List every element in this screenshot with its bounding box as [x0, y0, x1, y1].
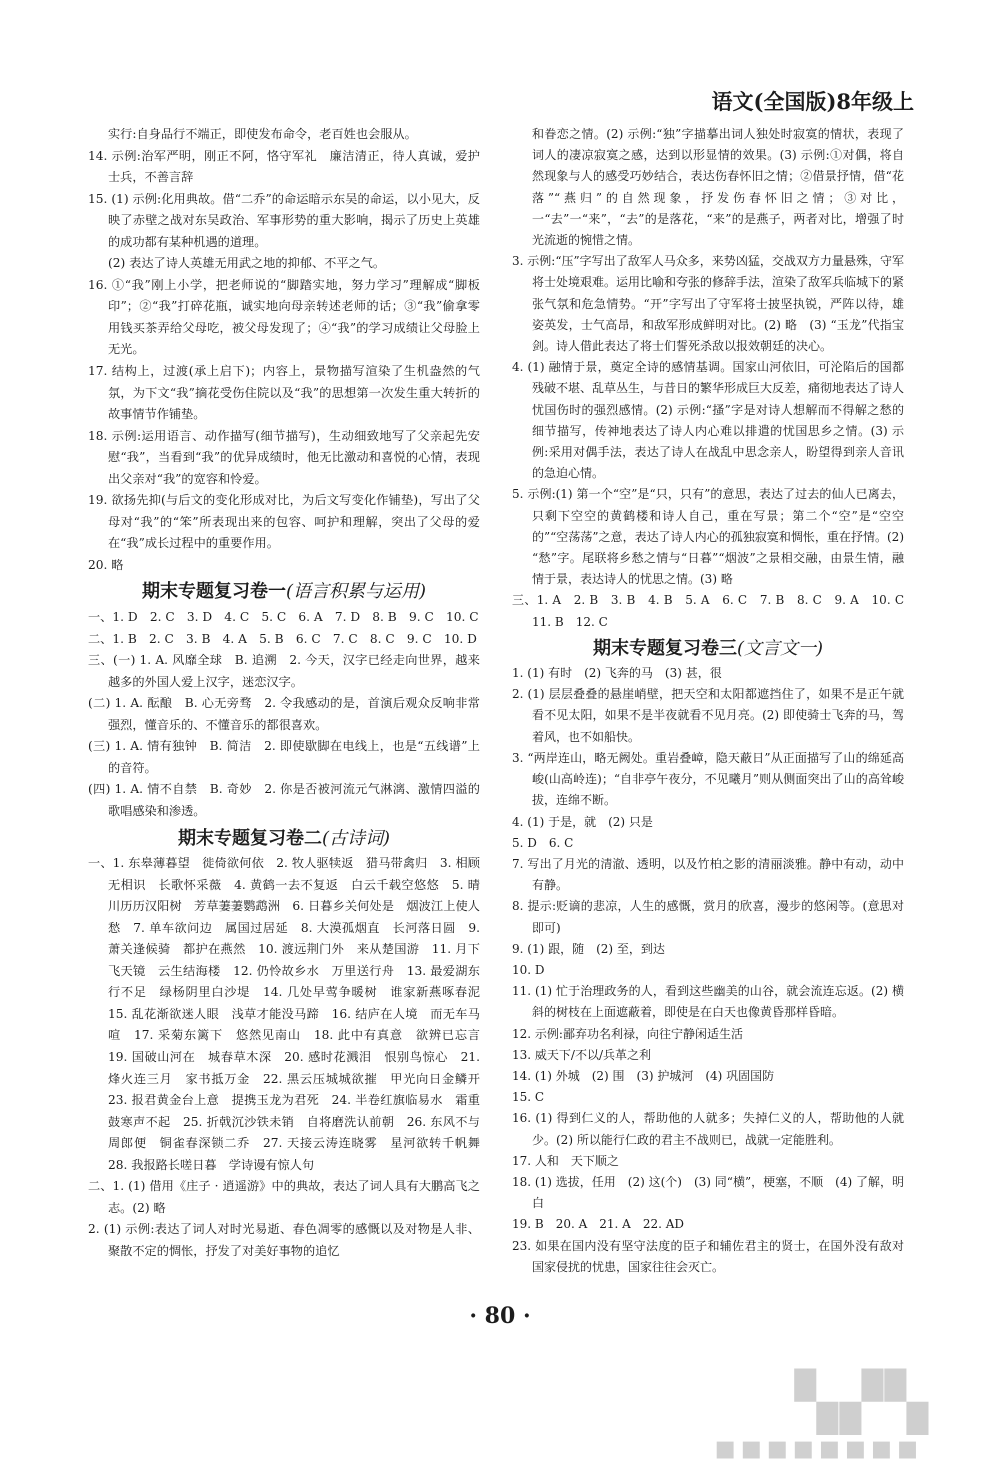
answer-item: 16. ①“我”刚上小学，把老师说的“脚踏实地，努力学习”理解成“脚板印”；②“我”打碎花瓶，诚实地向母亲转述老师的话；③“我”偷拿零用钱买茶弄给父母吃，被父母发现了；④“我”的学习成绩让父母脸上无光。: [88, 277, 480, 357]
answer-item: 一、1. 东皋薄暮望 徙倚欲何依 2. 牧人驱犊返 猎马带禽归 3. 相顾无相识 长歌怀采薇 4. 黄鹤一去不复返 白云千载空悠悠 5. 晴川历历汉阳树 芳草萋萋鹦鹉洲 6. 日暮乡关何处是 烟波江上使人愁 7. 单车欲问边 属国过居延 8. 大漠孤烟直 长河落日圆 9. 萧关逢候骑 都护在燕然 10. 渡远荆门外 来从楚国游 11. 月下飞天镜 云生结海楼 12. 仍怜故乡水 万里送行舟 13. 最爱湖东行不足 绿杨阴里白沙堤 14. 几处早莺争暖树 谁家新燕啄春泥 15. 乱花渐欲迷人眼 浅草才能没马蹄 16. 结庐在人境 而无车马喧 17. 采菊东篱下 悠然见南山 18. 此中有真意 欲辨已忘言 19. 国破山河在 城春草木深 20. 感时花溅泪 恨别鸟惊心 21. 烽火连三月 家书抵万金 22. 黑云压城城欲摧 甲光向日金鳞开 23. 报君黄金台上意 提携玉龙为君死 24. 半卷红旗临易水 霜重鼓寒声不起 25. 折戟沉沙铁未销 自将磨洗认前朝 26. 东风不与周郎便 铜雀春深锁二乔 27. 天接云涛连晓雾 星河欲转千帆舞 28. 我报路长嗟日暮 学诗谩有惊人句: [88, 856, 493, 1172]
answer-item: 5. D 6. C: [512, 835, 574, 850]
answer-item: 二、1. B 2. C 3. B 4. A 5. B 6. C 7. C 8. C 9. C 10. D: [88, 631, 477, 646]
answer-item: 三、(一) 1. A. 风靡全球 B. 追溯 2. 今天，汉字已经走向世界，越来越多的外国人爱上汉字，迷恋汉字。: [88, 653, 480, 689]
answer-item: 15. C: [512, 1090, 545, 1105]
answer-item: 13. 威天下/不以/兵革之利: [512, 1047, 651, 1062]
section-title: [88, 828, 480, 850]
left-column: [88, 124, 493, 1262]
answer-item: (四) 1. A. 情不自禁 B. 奇妙 2. 你是否被河流元气淋漓、激情四溢的歌唱感染和渗透。: [88, 782, 480, 818]
section-title-text: 期末专题复习卷一: [141, 581, 286, 603]
answer-item: 2. (1) 示例:表达了词人对时光易逝、春色凋零的感慨以及对物是人非、聚散不定的惆怅，抒发了对美好事物的追忆: [88, 1222, 480, 1258]
answer-item: 和眷恋之情。(2) 示例:“独”字描摹出词人独处时寂寞的情状，表现了词人的凄凉寂寞之感，达到以形显情的效果。(3) 示例:①对偶，将自然现象与人的感受巧妙结合，表达伤春怀旧之情；②借景抒情，借“花落”“燕归”的自然现象，抒发伤春怀旧之情；③对比，一“去”一“来”，“去”的是落花，“来”的是燕子，两者对比，增强了时光流逝的惋惜之情。: [532, 127, 904, 248]
answer-item: 15. (1) 示例:化用典故。借“二乔”的命运暗示东吴的命运，以小见大，反映了赤壁之战对东吴政治、军事形势的重大影响，揭示了历史上英雄的成功都有某种机遇的道理。: [88, 191, 480, 249]
section-title-sub: (文言文一): [736, 637, 824, 659]
answer-item: 8. 提示:贬谪的悲凉，人生的感慨，赏月的欣喜，漫步的悠闲等。(意思对即可): [512, 899, 904, 935]
answer-item: 一、1. D 2. C 3. D 4. C 5. C 6. A 7. D 8. B 9. C 10. C: [88, 610, 479, 625]
answer-item: 3. “两岸连山，略无阙处。重岩叠嶂，隐天蔽日”从正面描写了山的绵延高峻(山高岭连)；“自非亭午夜分，不见曦月”则从侧面突出了山的高耸峻拔，连绵不断。: [512, 750, 904, 808]
answer-item: 20. 略: [88, 557, 124, 572]
answer-item: 三、1. A 2. B 3. B 4. B 5. A 6. C 7. B 8. C 9. A 10. C 11. B 12. C: [512, 593, 917, 629]
page-number: · 80 ·: [469, 1303, 531, 1329]
watermark-url: ▪▪▪▪▪▪▪▪: [713, 1428, 922, 1468]
answer-item: 16. (1) 得到仁义的人，帮助他的人就多；失掉仁义的人，帮助他的人就少。(2) 所以能行仁政的君主不战则已，战就一定能胜利。: [512, 1111, 904, 1147]
section-title-sub: (语言积累与运用): [285, 581, 427, 603]
answer-item: 18. 示例:运用语言、动作描写(细节描写)，生动细致地写了父亲起先安慰“我”，当看到“我”的优异成绩时，他无比激动和喜悦的心情，表现出父亲对“我”的宽容和怜爱。: [88, 428, 480, 486]
answer-item: 18. (1) 选拔，任用 (2) 这(个) (3) 同“横”，梗塞，不顺 (4) 了解，明白: [512, 1174, 904, 1211]
answer-item: (三) 1. A. 情有独钟 B. 简洁 2. 即使歇脚在电线上，也是“五线谱”上的音符。: [88, 739, 480, 775]
answer-item: 4. (1) 融情于景，奠定全诗的感情基调。国家山河依旧，可沦陷后的国都残破不堪、乱草丛生，与昔日的繁华形成巨大反差，痛彻地表达了诗人忧国伤时的强烈感情。(2) 示例:“搔”字是对诗人想解而不得解之愁的细节描写，传神地表达了诗人内心难以排遣的忧国思乡之情。(3) 示例:采用对偶手法，表达了诗人在战乱中思念亲人，盼望得到亲人音讯的急迫心情。: [512, 360, 905, 481]
answer-item: 9. (1) 跟，随 (2) 至，到达: [512, 941, 665, 956]
answer-item: 3. 示例:“压”字写出了敌军人马众多，来势凶猛，交战双方力量悬殊，守军将士处境艰难。运用比喻和夸张的修辞手法，渲染了敌军兵临城下的紧张气氛和危急情势。“开”字写出了守军将士披坚执锐，严阵以待，雄姿英发，士气高昂，和敌军形成鲜明对比。(2) 略 (3) “玉龙”代指宝剑。诗人借此表达了将士们誓死杀敌以报效朝廷的决心。: [512, 254, 905, 354]
section-title-text: 期末专题复习卷二: [177, 827, 322, 849]
answer-item: 1. (1) 有时 (2) 飞奔的马 (3) 甚，很: [512, 666, 722, 681]
answer-item: 7. 写出了月光的清澈、透明，以及竹柏之影的清丽淡雅。静中有动，动中有静。: [512, 856, 904, 893]
answer-item: 二、1. (1) 借用《庄子 · 逍遥游》中的典故，表达了词人具有大鹏高飞之志。(2) 略: [88, 1179, 480, 1215]
watermark-logo: ▚▞▚: [794, 1370, 930, 1435]
answer-item: 2. (1) 层层叠叠的悬崖峭壁，把天空和太阳都遮挡住了，如果不是正午就看不见太阳，如果不是半夜就看不见月亮。(2) 即使骑士飞奔的马，驾着风，也不如船快。: [512, 687, 904, 744]
answer-item: 14. 示例:治军严明，刚正不阿，恪守军礼 廉洁清正，待人真诚，爱护士兵，不善言辞: [88, 148, 480, 185]
page-header: 语文(全国版)8年级上: [711, 89, 914, 114]
answer-item: 12. 示例:鄙弃功名利禄，向往宁静闲适生活: [512, 1026, 743, 1041]
answer-item: 10. D: [512, 962, 545, 977]
answer-item: 23. 如果在国内没有坚守法度的臣子和辅佐君主的贤士，在国外没有敌对国家侵扰的忧患，国家往往会灭亡。: [512, 1238, 904, 1274]
answer-item: 17. 结构上，过渡(承上启下)；内容上，景物描写渲染了生机盎然的气氛，为下文“我”摘花受伤住院以及“我”的思想第一次发生重大转折的故事情节作铺垫。: [88, 364, 480, 422]
answer-item: 14. (1) 外城 (2) 围 (3) 护城河 (4) 巩固国防: [512, 1068, 775, 1083]
section-title: [88, 581, 480, 603]
answer-item: 4. (1) 于是，就 (2) 只是: [512, 814, 653, 829]
answer-item: (二) 1. A. 酝酿 B. 心无旁骛 2. 令我感动的是，首演后观众反响非常强烈，懂音乐的、不懂音乐的都很喜欢。: [88, 696, 480, 732]
answer-item: 5. 示例:(1) 第一个“空”是“只，只有”的意思，表达了过去的仙人已离去，只剩下空空的黄鹤楼和诗人自己，重在写景；第二个“空”是“空空的”“空荡荡”之意，表达了诗人内心的孤独寂寞和惆怅，重在抒情。(2) “愁”字。尾联将乡愁之情与“日暮”“烟波”之景相交融，由景生情，融情于景，表达诗人的忧思之情。(3) 略: [512, 487, 904, 587]
answer-item: 11. (1) 忙于治理政务的人，看到这些幽美的山谷，就会流连忘返。(2) 横斜的树枝在上面遮蔽着，即使是在白天也像黄昏那样昏暗。: [512, 984, 904, 1020]
answer-item: 19. 欲扬先抑(与后文的变化形成对比，为后文写变化作铺垫)，写出了父母对“我”的“笨”所表现出来的包容、呵护和理解，突出了父母的爱在“我”成长过程中的重要作用。: [88, 493, 480, 551]
right-column: [512, 124, 917, 1278]
answer-item: 实行:自身品行不端正，即使发布命令，老百姓也会服从。: [108, 127, 417, 141]
section-title-text: 期末专题复习卷三: [592, 637, 737, 659]
section-title: [512, 638, 904, 659]
section-title-sub: (古诗词): [321, 827, 391, 849]
answer-item: 17. 人和 天下顺之: [512, 1153, 619, 1168]
answer-item: 19. B 20. A 21. A 22. AD: [512, 1217, 685, 1232]
answer-item: (2) 表达了诗人英雄无用武之地的抑郁、不平之气。: [108, 256, 386, 271]
